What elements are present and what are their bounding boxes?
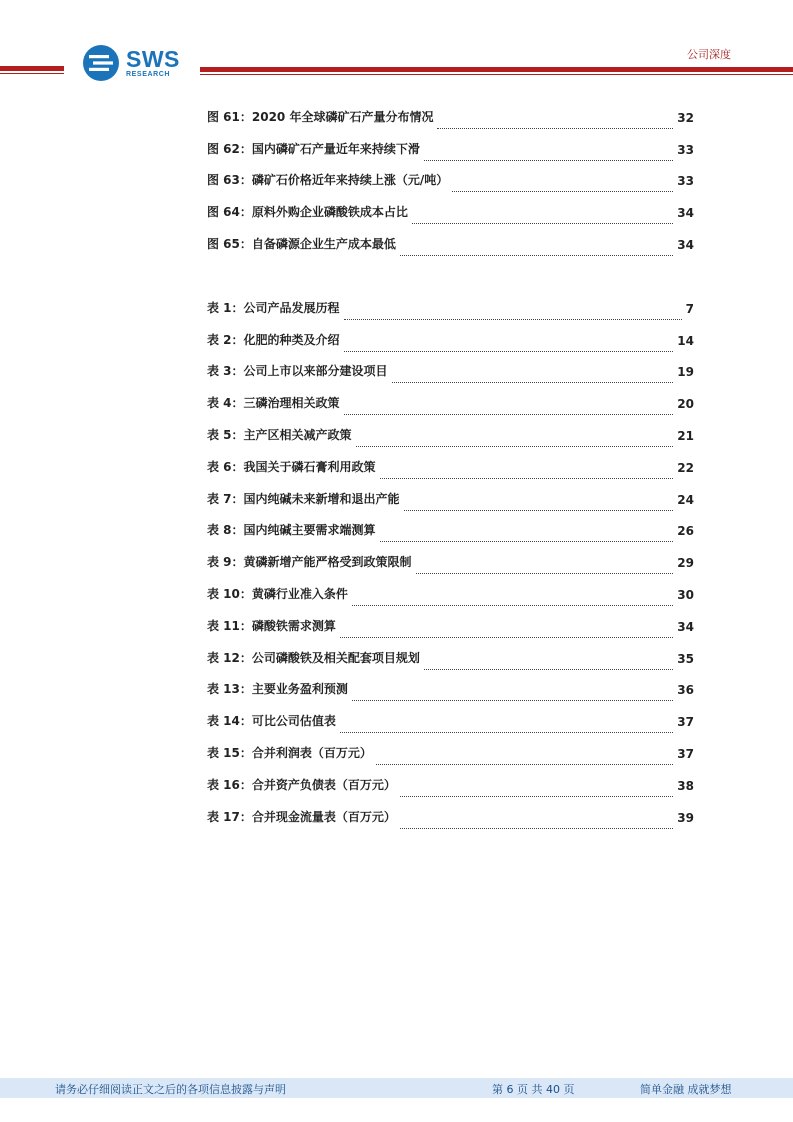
toc-entry-title: 表 12：公司磷酸铁及相关配套项目规划: [207, 650, 420, 665]
toc-entry-table-9[interactable]: [207, 546, 694, 578]
toc-entry-title: 图 62：国内磷矿石产量近年来持续下滑: [207, 141, 420, 156]
toc-entry-page: 39: [677, 810, 694, 825]
toc-leader: [404, 510, 674, 511]
toc-entry-table-7[interactable]: [207, 483, 694, 515]
toc-leader: [424, 160, 673, 161]
toc-entry-title: 图 63：磷矿石价格近年来持续上涨（元/吨）: [207, 173, 449, 188]
toc-leader: [392, 382, 674, 383]
toc-entry-title: 图 65：自备磷源企业生产成本最低: [207, 236, 396, 251]
toc-entry-page: 22: [677, 460, 694, 475]
toc-entry-title: 表 3：公司上市以来部分建设项目: [207, 364, 388, 379]
toc-entry-title: 表 14：可比公司估值表: [207, 714, 336, 729]
toc-entry-table-15[interactable]: [207, 737, 694, 769]
toc-entry-title: 表 1：公司产品发展历程: [207, 300, 340, 315]
toc-entry-title: 表 10：黄磷行业准入条件: [207, 586, 348, 601]
toc-entry-page: 32: [677, 110, 694, 125]
toc-entry-title: 表 7：国内纯碱未来新增和退出产能: [207, 491, 400, 506]
toc-entry-table-4[interactable]: [207, 387, 694, 419]
toc-entry-table-17[interactable]: [207, 801, 694, 833]
toc-entry-title: 表 6：我国关于磷石膏利用政策: [207, 459, 376, 474]
toc-entry-page: 29: [677, 556, 694, 571]
toc-entry-table-10[interactable]: [207, 578, 694, 610]
toc-entry-page: 24: [677, 492, 694, 507]
toc-leader: [356, 446, 674, 447]
toc-entry-table-13[interactable]: [207, 674, 694, 706]
toc-leader: [400, 255, 673, 256]
toc-entry-page: 21: [677, 428, 694, 443]
toc-entry-page: 26: [677, 524, 694, 539]
toc-entry-figure-65[interactable]: [207, 228, 694, 260]
toc-entry-table-2[interactable]: [207, 324, 694, 356]
toc-entry-title: 表 8：国内纯碱主要需求端测算: [207, 523, 376, 538]
toc-leader: [340, 637, 673, 638]
toc-entry-page: 34: [677, 206, 694, 221]
toc-entry-title: 表 9：黄磷新增产能严格受到政策限制: [207, 555, 412, 570]
toc-entry-title: 表 15：合并利润表（百万元）: [207, 745, 372, 760]
toc-leader: [380, 478, 674, 479]
toc-entry-table-11[interactable]: [207, 610, 694, 642]
toc-entry-title: 表 16：合并资产负债表（百万元）: [207, 777, 396, 792]
footer-disclaimer: 请务必仔细阅读正文之后的各项信息披露与声明: [55, 1083, 286, 1096]
header-rule-left-thin: [0, 73, 64, 74]
table-toc-list: [207, 292, 694, 833]
toc-entry-page: 34: [677, 237, 694, 252]
toc-entry-title: 表 2：化肥的种类及介绍: [207, 332, 340, 347]
toc-leader: [352, 605, 673, 606]
toc-entry-page: 7: [685, 301, 694, 316]
toc-entry-title: 表 4：三磷治理相关政策: [207, 396, 340, 411]
toc-entry-page: 33: [677, 174, 694, 189]
toc-leader: [344, 351, 674, 352]
toc-entry-page: 38: [677, 778, 694, 793]
footer-slogan: 简单金融 成就梦想: [640, 1083, 732, 1096]
toc-entry-page: 33: [677, 142, 694, 157]
toc-entry-title: 表 13：主要业务盈利预测: [207, 682, 348, 697]
toc-entry-page: 20: [677, 397, 694, 412]
toc-entry-title: 表 17：合并现金流量表（百万元）: [207, 809, 396, 824]
toc-entry-page: 37: [677, 746, 694, 761]
toc-entry-page: 36: [677, 683, 694, 698]
toc-entry-figure-64[interactable]: [207, 196, 694, 228]
toc-entry-page: 19: [677, 365, 694, 380]
toc-entry-figure-61[interactable]: [207, 101, 694, 133]
logo-subtext: RESEARCH: [126, 71, 171, 78]
toc-entry-table-8[interactable]: [207, 515, 694, 547]
toc-entry-page: 14: [677, 333, 694, 348]
header-rule-left: [0, 66, 64, 71]
toc-leader: [344, 319, 682, 320]
toc-entry-table-14[interactable]: [207, 705, 694, 737]
figure-toc-list: [207, 101, 694, 260]
sws-logo: [82, 44, 202, 84]
toc-entry-figure-62[interactable]: [207, 133, 694, 165]
toc-entry-table-12[interactable]: [207, 642, 694, 674]
header-rule-right-thin: [200, 74, 793, 75]
toc-leader: [340, 732, 673, 733]
toc-entry-title: 图 64：原料外购企业磷酸铁成本占比: [207, 205, 408, 220]
toc-leader: [376, 764, 673, 765]
toc-leader: [452, 191, 673, 192]
toc-entry-table-5[interactable]: [207, 419, 694, 451]
toc-entry-title: 表 5：主产区相关减产政策: [207, 427, 352, 442]
sws-logo-mark-icon: [82, 44, 120, 82]
toc-entry-table-6[interactable]: [207, 451, 694, 483]
toc-leader: [424, 669, 673, 670]
toc-entry-page: 30: [677, 587, 694, 602]
toc-entry-title: 表 11：磷酸铁需求测算: [207, 618, 336, 633]
toc-entry-figure-63[interactable]: [207, 165, 694, 197]
toc-entry-table-3[interactable]: [207, 356, 694, 388]
toc-entry-title: 图 61：2020 年全球磷矿石产量分布情况: [207, 109, 434, 124]
report-type-label: 公司深度: [687, 48, 731, 61]
toc-leader: [380, 541, 674, 542]
toc-entry-page: 34: [677, 619, 694, 634]
toc-leader: [400, 828, 673, 829]
toc-leader: [400, 796, 673, 797]
toc-leader: [412, 223, 673, 224]
toc-leader: [416, 573, 674, 574]
toc-entry-page: 35: [677, 651, 694, 666]
toc-entry-table-16[interactable]: [207, 769, 694, 801]
toc-leader: [344, 414, 674, 415]
logo-text: SWS: [126, 46, 180, 72]
toc-entry-page: 37: [677, 715, 694, 730]
page-footer: [0, 1078, 793, 1098]
toc-entry-table-1[interactable]: [207, 292, 694, 324]
page-header: [0, 0, 793, 90]
toc-leader: [437, 128, 673, 129]
footer-page-info: 第 6 页 共 40 页: [492, 1083, 575, 1096]
header-rule-right: [200, 67, 793, 72]
toc-leader: [352, 700, 673, 701]
